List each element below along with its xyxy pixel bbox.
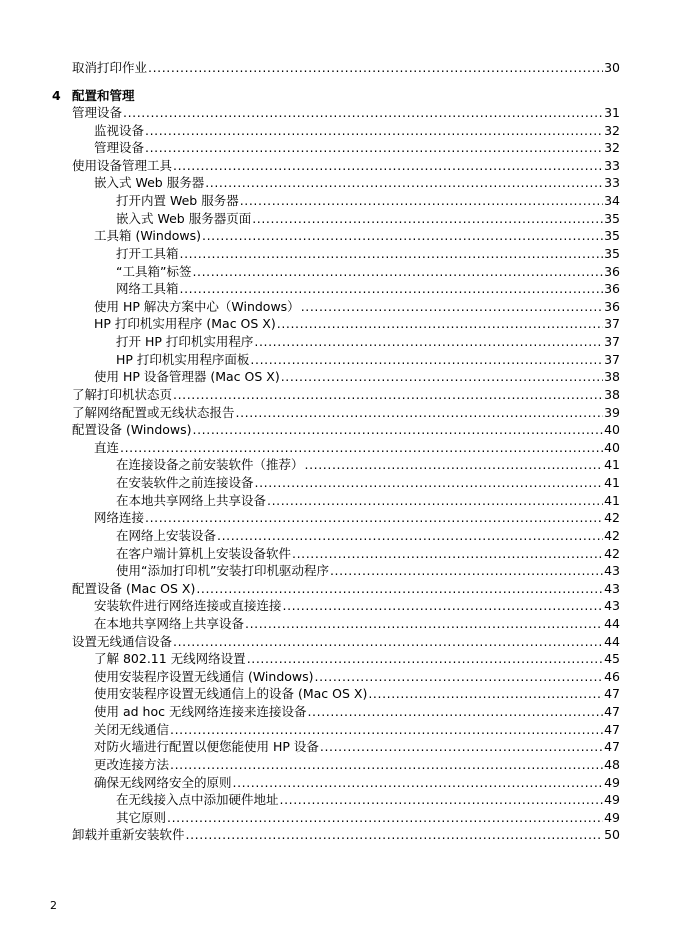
toc-entry[interactable] <box>116 351 620 369</box>
toc-entry-title: 取消打印作业 <box>72 60 148 75</box>
dot-leader <box>315 668 604 686</box>
toc-entry[interactable] <box>116 545 620 563</box>
toc-entry-page: 35 <box>604 210 620 226</box>
toc-entry-title: 使用“添加打印机”安装打印机驱动程序 <box>116 563 329 579</box>
toc-entry[interactable] <box>94 738 620 756</box>
toc-entry-page: 37 <box>604 334 620 350</box>
toc-entry-page: 42 <box>604 527 620 543</box>
toc-entry-title: 设置无线通信设备 <box>72 633 173 649</box>
toc-entry[interactable] <box>116 333 620 351</box>
toc-entry[interactable] <box>94 615 620 633</box>
toc-entry-title: 管理设备 <box>94 140 145 156</box>
dot-leader <box>280 791 604 809</box>
dot-leader <box>250 351 603 369</box>
dot-leader <box>240 192 603 210</box>
dot-leader <box>281 368 603 386</box>
toc-entry-page: 42 <box>604 545 620 561</box>
toc-entry[interactable] <box>94 227 620 245</box>
toc-entry-page: 41 <box>604 457 620 473</box>
toc-entry-title: 在网络上安装设备 <box>116 527 217 543</box>
toc-entry[interactable] <box>116 245 620 263</box>
toc-entry-title: 打开内置 Web 服务器 <box>116 193 239 209</box>
dot-leader <box>192 263 603 281</box>
dot-leader <box>368 685 603 703</box>
toc-entry[interactable] <box>72 633 620 651</box>
toc-entry-page: 49 <box>604 792 620 808</box>
toc-entry[interactable] <box>94 174 620 192</box>
toc-entry-page: 41 <box>604 492 620 508</box>
toc-entry-page: 43 <box>604 580 620 596</box>
toc-entry-title: “工具箱”标签 <box>116 263 192 279</box>
toc-entry[interactable] <box>94 439 620 457</box>
toc-entry-page: 45 <box>604 651 620 667</box>
toc-entry-title: 了解打印机状态页 <box>72 386 173 402</box>
dot-leader <box>120 439 603 457</box>
toc-entry-page: 48 <box>604 756 620 772</box>
toc-entry[interactable] <box>94 139 620 157</box>
toc-entry-title: 网络工具箱 <box>116 281 179 297</box>
toc-entry-title: 嵌入式 Web 服务器 <box>94 175 205 191</box>
toc-entry-title: 确保无线网络安全的原则 <box>94 774 232 790</box>
toc-entry[interactable] <box>72 421 620 439</box>
dot-leader <box>148 59 603 77</box>
dot-leader <box>217 527 603 545</box>
toc-entry-page: 44 <box>604 615 620 631</box>
toc-entry-title: 了解 802.11 无线网络设置 <box>94 651 246 667</box>
dot-leader <box>145 122 603 140</box>
toc-entry[interactable] <box>94 668 620 686</box>
toc-entry[interactable] <box>116 456 620 474</box>
toc-entry-page: 47 <box>604 721 620 737</box>
toc-entry-title: 使用 HP 设备管理器 (Mac OS X) <box>94 369 280 385</box>
toc-entry-page: 40 <box>604 439 620 455</box>
toc-entry-page: 36 <box>604 263 620 279</box>
toc-entry[interactable] <box>116 474 620 492</box>
toc-entry-page: 38 <box>604 369 620 385</box>
dot-leader <box>233 774 604 792</box>
toc-entry-page: 38 <box>604 386 620 402</box>
toc-entry-title: 使用 ad hoc 无线网络连接来连接设备 <box>94 704 307 720</box>
toc-entry-page: 39 <box>604 404 620 420</box>
toc-entry[interactable] <box>116 809 620 827</box>
toc-entry-title: 在连接设备之前安装软件（推荐） <box>116 457 304 473</box>
dot-leader <box>245 615 603 633</box>
dot-leader <box>193 421 604 439</box>
toc-entry-page: 37 <box>604 316 620 332</box>
toc-entry-page: 33 <box>604 175 620 191</box>
toc-entry-title: 直连 <box>94 439 120 455</box>
dot-leader <box>283 597 604 615</box>
toc-entry[interactable] <box>72 826 620 844</box>
toc-entry-title: 在本地共享网络上共享设备 <box>94 615 245 631</box>
toc-entry-page: 49 <box>604 809 620 825</box>
dot-leader <box>292 545 603 563</box>
toc-entry-title: 在安装软件之前连接设备 <box>116 475 254 491</box>
toc-entry-page: 34 <box>604 193 620 209</box>
toc-entry[interactable] <box>72 59 620 77</box>
toc-entry-page: 40 <box>604 422 620 438</box>
toc-entry[interactable] <box>72 157 620 175</box>
toc-entry[interactable] <box>116 791 620 809</box>
toc-entry[interactable] <box>116 210 620 228</box>
dot-leader <box>330 562 603 580</box>
toc-entry[interactable] <box>72 386 620 404</box>
toc-entry-page: 36 <box>604 298 620 314</box>
toc-entry-title: 网络连接 <box>94 510 145 526</box>
dot-leader <box>180 245 604 263</box>
dot-leader <box>236 404 604 422</box>
dot-leader <box>301 298 603 316</box>
toc-entry-title: 打开 HP 打印机实用程序 <box>116 334 254 350</box>
toc-entry-page: 47 <box>604 739 620 755</box>
toc-entry-title: 对防火墙进行配置以便您能使用 HP 设备 <box>94 739 319 755</box>
dot-leader <box>167 809 603 827</box>
toc-entry-page: 43 <box>604 598 620 614</box>
toc-entry[interactable] <box>72 404 620 422</box>
chapter-title: 配置和管理 <box>72 88 135 103</box>
dot-leader <box>255 474 604 492</box>
dot-leader <box>170 721 603 739</box>
toc-entry-page: 46 <box>604 668 620 684</box>
toc-entry[interactable] <box>94 368 620 386</box>
toc-entry-title: 工具箱 (Windows) <box>94 228 202 244</box>
dot-leader <box>202 227 603 245</box>
toc-entry-title: 使用 HP 解决方案中心（Windows） <box>94 298 300 314</box>
toc-entry-page: 43 <box>604 563 620 579</box>
toc-entry-title: 打开工具箱 <box>116 245 179 261</box>
toc-entry-title: 了解网络配置或无线状态报告 <box>72 404 235 420</box>
dot-leader <box>254 333 603 351</box>
toc-entry-title: 配置设备 (Mac OS X) <box>72 580 196 596</box>
toc-entry-page: 36 <box>604 281 620 297</box>
toc-entry-page: 32 <box>604 140 620 156</box>
toc-entry-title: 在本地共享网络上共享设备 <box>116 492 267 508</box>
dot-leader <box>170 756 603 774</box>
toc-entry-title: 在无线接入点中添加硬件地址 <box>116 792 279 808</box>
toc-entry[interactable] <box>94 509 620 527</box>
toc-entry[interactable] <box>94 597 620 615</box>
toc-entry-page: 35 <box>604 228 620 244</box>
toc-entry[interactable] <box>116 527 620 545</box>
toc-entry-page: 33 <box>604 157 620 173</box>
toc-entry-title: 监视设备 <box>94 122 145 138</box>
toc-entry[interactable] <box>116 492 620 510</box>
toc-entry-title: 在客户端计算机上安装设备软件 <box>116 545 292 561</box>
toc-entry-title: 使用安装程序设置无线通信上的设备 (Mac OS X) <box>94 686 368 702</box>
dot-leader <box>196 580 603 598</box>
toc-entry-page: 47 <box>604 704 620 720</box>
dot-leader <box>205 174 603 192</box>
toc-entry-title: 嵌入式 Web 服务器页面 <box>116 210 252 226</box>
toc-entry[interactable] <box>94 756 620 774</box>
toc-entry-page: 32 <box>604 122 620 138</box>
dot-leader <box>173 386 603 404</box>
toc-entry-title: 其它原则 <box>116 809 167 825</box>
toc-entry[interactable] <box>94 122 620 140</box>
toc-entry[interactable] <box>94 650 620 668</box>
toc-entry[interactable] <box>94 298 620 316</box>
toc-entry-page: 42 <box>604 510 620 526</box>
toc-entry-page: 41 <box>604 475 620 491</box>
dot-leader <box>145 139 603 157</box>
toc-entry-page: 30 <box>604 60 620 75</box>
dot-leader <box>247 650 603 668</box>
dot-leader <box>305 456 604 474</box>
dot-leader <box>267 492 603 510</box>
dot-leader <box>123 104 603 122</box>
dot-leader <box>277 315 603 333</box>
toc-entry-title: 配置设备 (Windows) <box>72 422 192 438</box>
toc-entry-title: 安装软件进行网络连接或直接连接 <box>94 598 282 614</box>
dot-leader <box>173 633 603 651</box>
dot-leader <box>180 280 604 298</box>
chapter-number: 4 <box>52 88 61 103</box>
toc-entry-title: HP 打印机实用程序面板 <box>116 351 250 367</box>
dot-leader <box>173 157 603 175</box>
toc-entry[interactable] <box>94 703 620 721</box>
dot-leader <box>145 509 603 527</box>
toc-entry-page: 44 <box>604 633 620 649</box>
toc-entry[interactable] <box>116 562 620 580</box>
toc-entry[interactable] <box>94 721 620 739</box>
dot-leader <box>307 703 603 721</box>
toc-entry[interactable] <box>116 192 620 210</box>
toc-entry-title: 使用安装程序设置无线通信 (Windows) <box>94 668 314 684</box>
toc-entry[interactable] <box>72 580 620 598</box>
toc-entry-page: 49 <box>604 774 620 790</box>
toc-entry-title: 使用设备管理工具 <box>72 157 173 173</box>
toc-entry[interactable] <box>94 315 620 333</box>
toc-entry[interactable] <box>72 104 620 122</box>
chapter-heading <box>52 87 135 105</box>
toc-entry-title: 关闭无线通信 <box>94 721 170 737</box>
toc-entry[interactable] <box>116 263 620 281</box>
dot-leader <box>320 738 603 756</box>
toc-entry[interactable] <box>116 280 620 298</box>
dot-leader <box>186 826 604 844</box>
toc-entry-title: 卸载并重新安装软件 <box>72 827 185 843</box>
toc-entry-title: 更改连接方法 <box>94 756 170 772</box>
toc-entry-page: 37 <box>604 351 620 367</box>
page-number: 2 <box>50 899 57 912</box>
toc-entry-page: 47 <box>604 686 620 702</box>
toc-entry-page: 35 <box>604 245 620 261</box>
toc-entry[interactable] <box>94 685 620 703</box>
toc-entry[interactable] <box>94 774 620 792</box>
toc-entry-title: 管理设备 <box>72 105 123 120</box>
toc-entry-page: 31 <box>604 105 620 120</box>
dot-leader <box>252 210 603 228</box>
toc-entry-title: HP 打印机实用程序 (Mac OS X) <box>94 316 276 332</box>
toc-entry-page: 50 <box>604 827 620 843</box>
